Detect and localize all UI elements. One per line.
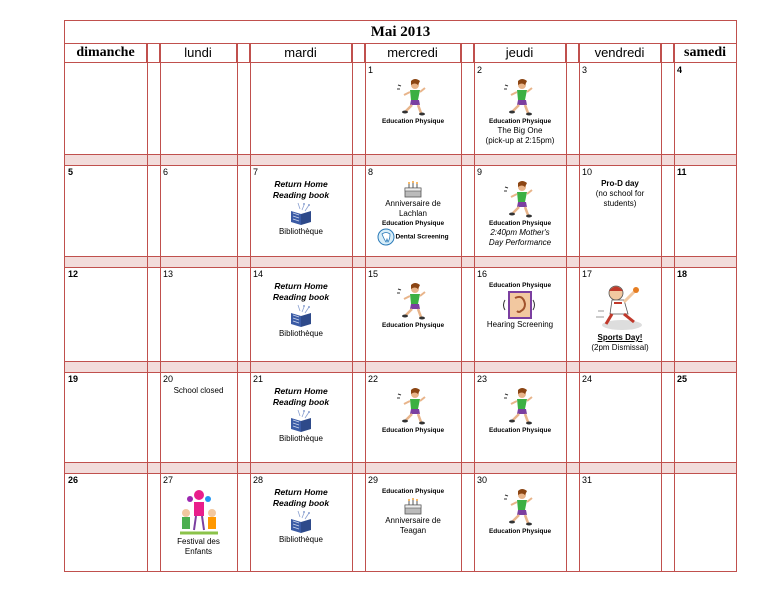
event-text: Education Physique (381, 118, 445, 125)
day-cell (365, 64, 461, 154)
day-header-jeudi: jeudi (474, 43, 566, 63)
event-text: Return Home (274, 487, 328, 497)
runner-icon (500, 386, 540, 426)
event-text: Bibliothèque (278, 329, 324, 338)
day-cell (250, 268, 352, 361)
day-cell (65, 166, 147, 256)
runner-icon (393, 386, 433, 426)
week-separator (65, 361, 736, 373)
day-number: 2 (477, 65, 483, 75)
day-cell (65, 373, 147, 462)
event-text: Education Physique (381, 322, 445, 329)
day-number: 14 (253, 269, 264, 279)
day-cell (160, 474, 237, 572)
day-number: 25 (677, 374, 688, 384)
birthday-cake-icon (402, 179, 424, 199)
event-text: Festival des (177, 537, 220, 546)
day-number: 16 (477, 269, 488, 279)
event-text: Education Physique (488, 282, 552, 289)
event-text: Education Physique (488, 528, 552, 535)
grid-line (147, 43, 148, 572)
day-cell (365, 166, 461, 256)
reading-book-icon (288, 303, 314, 329)
day-cell (579, 166, 661, 256)
day-cell (474, 373, 566, 462)
day-number: 18 (677, 269, 688, 279)
day-cell (474, 268, 566, 361)
tooth-icon (377, 228, 395, 246)
birthday-cake-icon (402, 496, 424, 516)
day-cell (474, 64, 566, 154)
runner-icon (393, 77, 433, 117)
reading-book-icon (288, 509, 314, 535)
festival-icon (176, 487, 222, 537)
runner-icon (393, 281, 433, 321)
day-cell (160, 268, 237, 361)
event-text: Pro-D day (601, 179, 639, 188)
header-spacer (237, 43, 250, 63)
day-header-vendredi: vendredi (579, 43, 661, 63)
event-text: Return Home (274, 386, 328, 396)
event-text: students) (603, 199, 637, 208)
day-cell (674, 64, 737, 154)
day-number: 24 (582, 374, 593, 384)
grid-line (237, 43, 238, 572)
day-cell (65, 268, 147, 361)
day-cell (474, 474, 566, 572)
day-number: 11 (677, 167, 687, 177)
day-cell (160, 373, 237, 462)
day-number: 10 (582, 167, 593, 177)
event-text: Anniversaire de (385, 199, 441, 208)
event-text: Reading book (272, 292, 330, 302)
day-cell (160, 64, 237, 154)
event-text: Reading book (272, 498, 330, 508)
hearing-ear-icon (503, 290, 537, 320)
calendar (64, 20, 737, 572)
event-text: Hearing Screening (486, 320, 554, 329)
event-label: Dental Screening (395, 233, 449, 241)
event-text: Return Home (274, 179, 328, 189)
event-text: (2pm Dismissal) (591, 343, 649, 352)
day-number: 19 (68, 374, 79, 384)
header-spacer (147, 43, 160, 63)
day-number: 6 (163, 167, 169, 177)
day-cell (250, 373, 352, 462)
day-cell (579, 268, 661, 361)
day-number: 15 (368, 269, 379, 279)
grid-line (661, 43, 662, 572)
day-number: 28 (253, 475, 264, 485)
event-text: Teagan (399, 526, 427, 535)
grid-line (461, 43, 462, 572)
reading-book-icon (288, 201, 314, 227)
runner-icon (500, 77, 540, 117)
day-number: 8 (368, 167, 374, 177)
day-number: 20 (163, 374, 174, 384)
event-text: Sports Day! (597, 333, 643, 342)
header-spacer (566, 43, 579, 63)
day-number: 27 (163, 475, 174, 485)
event-text: Anniversaire de (385, 516, 441, 525)
event-text: Education Physique (488, 118, 552, 125)
day-number: 21 (253, 374, 264, 384)
grid-line (352, 43, 353, 572)
day-cell (674, 166, 737, 256)
day-number: 12 (68, 269, 79, 279)
day-cell (579, 373, 661, 462)
event-text: Education Physique (381, 488, 445, 495)
sports-day-icon (590, 281, 650, 333)
day-cell (365, 373, 461, 462)
runner-icon (500, 179, 540, 219)
day-number: 23 (477, 374, 488, 384)
day-cell (65, 64, 147, 154)
runner-icon (500, 487, 540, 527)
event-text (367, 228, 459, 246)
day-number: 3 (582, 65, 588, 75)
day-cell (250, 474, 352, 572)
day-number: 5 (68, 167, 74, 177)
event-text: Reading book (272, 190, 330, 200)
day-number: 29 (368, 475, 379, 485)
event-text: 2:40pm Mother's (490, 228, 550, 237)
header-spacer (352, 43, 365, 63)
day-cell (674, 474, 737, 572)
day-cell (674, 268, 737, 361)
day-cell (365, 268, 461, 361)
day-cell (65, 474, 147, 572)
event-text: Education Physique (381, 427, 445, 434)
event-text: Enfants (184, 547, 213, 556)
calendar-title: Mai 2013 (65, 21, 736, 44)
day-cell (579, 64, 661, 154)
day-cell (365, 474, 461, 572)
event-text: Education Physique (381, 220, 445, 227)
day-header-lundi: lundi (160, 43, 237, 63)
event-text: Lachlan (398, 209, 428, 218)
header-spacer (461, 43, 474, 63)
day-number: 30 (477, 475, 488, 485)
day-cell (474, 166, 566, 256)
day-header-samedi: samedi (674, 43, 737, 63)
event-text: Bibliothèque (278, 227, 324, 236)
day-header-mardi: mardi (250, 43, 352, 63)
header-spacer (661, 43, 674, 63)
event-text: Day Performance (488, 238, 552, 247)
week-separator (65, 256, 736, 268)
event-text: Bibliothèque (278, 434, 324, 443)
event-text: Bibliothèque (278, 535, 324, 544)
event-text: (no school for (595, 189, 645, 198)
day-header-mercredi: mercredi (365, 43, 461, 63)
event-text: Education Physique (488, 220, 552, 227)
day-number: 9 (477, 167, 483, 177)
reading-book-icon (288, 408, 314, 434)
day-cell (579, 474, 661, 572)
day-number: 31 (582, 475, 593, 485)
event-text: Reading book (272, 397, 330, 407)
day-number: 4 (677, 65, 683, 75)
event-text: School closed (173, 386, 224, 395)
event-text: Education Physique (488, 427, 552, 434)
day-number: 17 (582, 269, 593, 279)
event-text: Return Home (274, 281, 328, 291)
event-text: (pick-up at 2:15pm) (485, 136, 555, 145)
day-number: 13 (163, 269, 174, 279)
day-number: 26 (68, 475, 79, 485)
day-number: 7 (253, 167, 259, 177)
week-separator (65, 154, 736, 166)
day-number: 22 (368, 374, 379, 384)
day-cell (250, 64, 352, 154)
day-cell (160, 166, 237, 256)
day-cell (250, 166, 352, 256)
event-text: The Big One (497, 126, 543, 135)
grid-line (566, 43, 567, 572)
week-separator (65, 462, 736, 474)
day-number: 1 (368, 65, 374, 75)
day-cell (674, 373, 737, 462)
day-header-dimanche: dimanche (65, 43, 147, 63)
